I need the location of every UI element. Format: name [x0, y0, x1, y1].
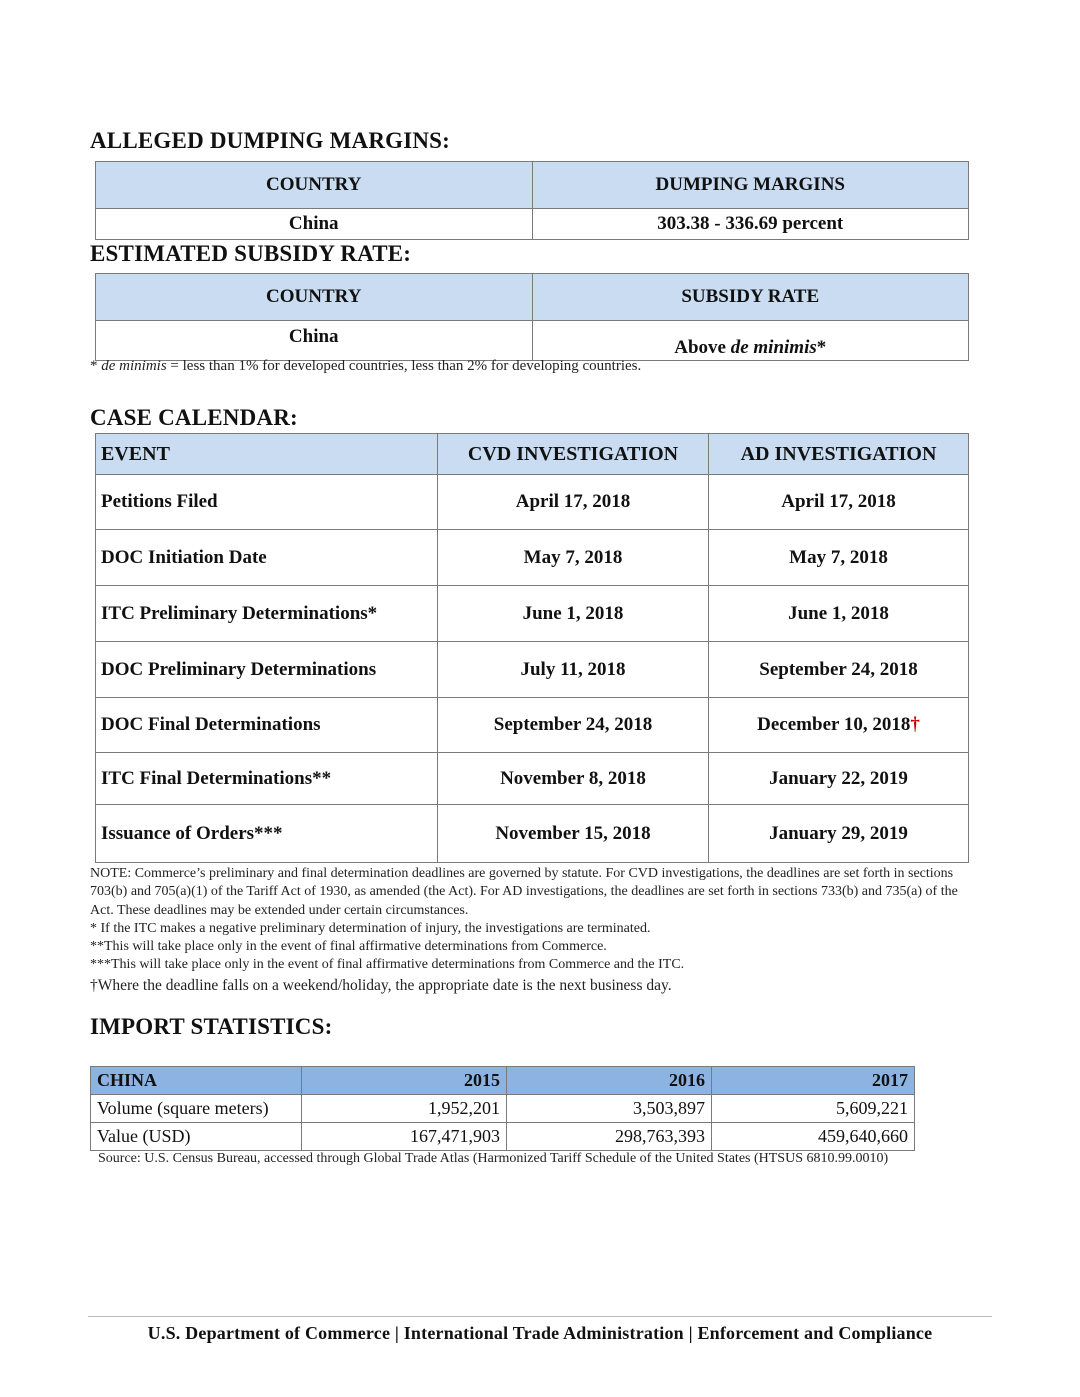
- calendar-notes: [90, 865, 980, 995]
- calendar-col-event: EVENT: [96, 434, 438, 475]
- calendar-ad-date: [709, 698, 969, 753]
- dumping-margin: 303.38 - 336.69 percent: [532, 209, 969, 240]
- calendar-ad-date: May 7, 2018: [709, 530, 969, 586]
- calendar-cvd-date: September 24, 2018: [438, 698, 709, 753]
- imports-col-country: CHINA: [91, 1067, 302, 1095]
- imports-source: Source: U.S. Census Bureau, accessed through Global Trade Atlas (Harmonized Tariff Schedule of the United States (HTSUS 6810.99.0010): [98, 1151, 889, 1166]
- calendar-event: Issuance of Orders***: [96, 805, 438, 863]
- calendar-note: †Where the deadline falls on a weekend/holiday, the appropriate date is the next business day.: [90, 976, 672, 994]
- calendar-cvd-date: April 17, 2018: [438, 475, 709, 530]
- dumping-heading: ALLEGED DUMPING MARGINS:: [90, 128, 451, 153]
- subsidy-country: China: [96, 321, 533, 361]
- calendar-event: ITC Preliminary Determinations*: [96, 586, 438, 642]
- imports-value: 1,952,201: [302, 1095, 507, 1123]
- calendar-ad-date: January 29, 2019: [709, 805, 969, 863]
- imports-value: 5,609,221: [712, 1095, 915, 1123]
- calendar-ad-date: September 24, 2018: [709, 642, 969, 698]
- calendar-event: ITC Final Determinations**: [96, 753, 438, 805]
- dumping-country: China: [96, 209, 533, 240]
- calendar-event: DOC Preliminary Determinations: [96, 642, 438, 698]
- calendar-ad-date: April 17, 2018: [709, 475, 969, 530]
- calendar-cvd-date: May 7, 2018: [438, 530, 709, 586]
- imports-value: 3,503,897: [507, 1095, 712, 1123]
- calendar-event: Petitions Filed: [96, 475, 438, 530]
- footnote-italic: de minimis: [101, 358, 167, 374]
- calendar-cvd-date: November 8, 2018: [438, 753, 709, 805]
- imports-col-year: 2017: [712, 1067, 915, 1095]
- subsidy-table: [95, 273, 969, 361]
- calendar-note: * If the ITC makes a negative preliminary determination of injury, the investigations are terminated.: [90, 920, 651, 936]
- page-footer: U.S. Department of Commerce | International Trade Administration | Enforcement and Compliance: [147, 1323, 933, 1343]
- de-minimis-footnote: * de minimis = less than 1% for developed countries, less than 2% for developing countries.: [90, 358, 642, 374]
- subsidy-rate-prefix: Above: [674, 337, 731, 358]
- calendar-col-cvd: CVD INVESTIGATION: [438, 434, 709, 475]
- subsidy-col-rate: SUBSIDY RATE: [532, 274, 969, 321]
- imports-table: [90, 1066, 915, 1151]
- calendar-cvd-date: June 1, 2018: [438, 586, 709, 642]
- imports-col-year: 2015: [302, 1067, 507, 1095]
- imports-value: 298,763,393: [507, 1123, 712, 1151]
- dumping-col-margins: DUMPING MARGINS: [532, 162, 969, 209]
- calendar-table: [95, 433, 969, 863]
- imports-value: 459,640,660: [712, 1123, 915, 1151]
- dumping-col-country: COUNTRY: [96, 162, 533, 209]
- imports-row-label: Volume (square meters): [91, 1095, 302, 1123]
- calendar-cvd-date: November 15, 2018: [438, 805, 709, 863]
- imports-row-label: Value (USD): [91, 1123, 302, 1151]
- imports-heading: IMPORT STATISTICS:: [90, 1014, 333, 1039]
- calendar-col-ad: AD INVESTIGATION: [709, 434, 969, 475]
- calendar-event: DOC Final Determinations: [96, 698, 438, 753]
- footnote-text: = less than 1% for developed countries, less than 2% for developing countries.: [166, 358, 642, 374]
- imports-value: 167,471,903: [302, 1123, 507, 1151]
- subsidy-col-country: COUNTRY: [96, 274, 533, 321]
- calendar-event: DOC Initiation Date: [96, 530, 438, 586]
- footer-divider: [88, 1316, 992, 1317]
- calendar-note: NOTE: Commerce’s preliminary and final determination deadlines are governed by statute. For CVD investigations, the deadlines are set forth in sections 703(b) and 705(a)(1) of the Tariff Act of 1930, as amended (the Act). For AD investigations, the deadlines are set forth in sections 733(b) and 735(a) of the Act. These deadlines may be extended under certain circumstances.: [90, 866, 958, 918]
- calendar-heading: CASE CALENDAR:: [90, 405, 298, 430]
- subsidy-rate-suffix: *: [816, 337, 827, 358]
- dagger-mark: †: [910, 714, 920, 735]
- calendar-cvd-date: July 11, 2018: [438, 642, 709, 698]
- imports-col-year: 2016: [507, 1067, 712, 1095]
- calendar-ad-date-text: December 10, 2018: [757, 714, 911, 735]
- calendar-ad-date: January 22, 2019: [709, 753, 969, 805]
- subsidy-heading: ESTIMATED SUBSIDY RATE:: [90, 241, 412, 266]
- dumping-table: [95, 161, 969, 240]
- subsidy-rate-italic: de minimis: [730, 337, 817, 358]
- subsidy-rate: [532, 321, 969, 361]
- calendar-note: ***This will take place only in the event of final affirmative determinations from Commerce and the ITC.: [90, 957, 685, 973]
- calendar-note: **This will take place only in the event of final affirmative determinations from Commerce.: [90, 939, 607, 955]
- calendar-ad-date: June 1, 2018: [709, 586, 969, 642]
